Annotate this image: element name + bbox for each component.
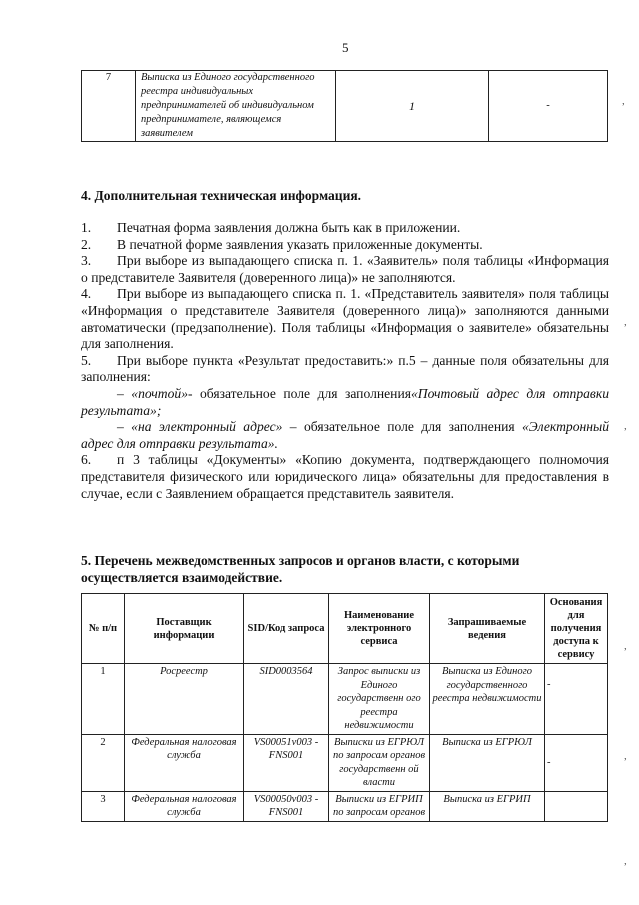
section-4-body [81, 220, 609, 502]
section-5-title: 5. Перечень межведомственных запросов и органов власти, с которыми осуществляется взаимодействие. [81, 553, 520, 585]
document-name: Выписка из Единого государственного реестра индивидуальных предпринимателей об индивидуальном предпринимателе, являющемся заявителем [136, 71, 336, 142]
scan-artifact: , [624, 750, 627, 762]
sub-item-email: – «на электронный адрес» – обязательное поле для заполнения «Электронный адрес для отправки результата». [81, 419, 609, 451]
cell-provider: Федеральная налоговая служба [125, 791, 244, 821]
cell-info: Выписка из ЕГРИП [430, 791, 545, 821]
cell-basis: - [545, 664, 608, 735]
cell-service: Запрос выписки из Единого государственн ого реестра недвижимости [329, 664, 430, 735]
table-header-row [82, 594, 608, 664]
list-item: 3. При выборе из выпадающего списка п. 1. «Заявитель» поля таблицы «Информация о представителе Заявителя (доверенного лица)» не заполняются. [81, 253, 609, 285]
header-provider: Поставщик информации [125, 594, 244, 664]
cell-service: Выписки из ЕГРЮЛ по запросам органов государственн ой власти [329, 734, 430, 791]
header-info: Запрашиваемые ведения [430, 594, 545, 664]
interdepartmental-requests-table [81, 593, 608, 822]
cell-basis [545, 791, 608, 821]
table-row [82, 71, 608, 142]
header-sid: SID/Код запроса [244, 594, 329, 664]
table-row [82, 734, 608, 791]
list-item: 1. Печатная форма заявления должна быть как в приложении. [81, 220, 461, 235]
list-item: 6. п 3 таблицы «Документы» «Копию документа, подтверждающего полномочия представителя физического или юридического лица» обязательны для предоставления в случае, если с Заявлением обращается представитель заявителя. [81, 452, 609, 501]
scan-artifact: , [624, 855, 627, 867]
documents-table-continuation [81, 70, 608, 142]
scan-artifact: , [622, 95, 625, 107]
list-item: 5. При выборе пункта «Результат предоставить:» п.5 – данные поля обязательны для заполнения: [81, 352, 609, 385]
list-item: 4. При выборе из выпадающего списка п. 1. «Представитель заявителя» поля таблицы «Информация о представителе Заявителя (доверенного лица)» заполняются данными автоматически (предзаполнение). Поля таблицы «Информация о заявителе» обязательны для заполнения. [81, 286, 609, 352]
cell-num: 1 [82, 664, 125, 735]
cell-info: Выписка из Единого государственного реестра недвижимости [430, 664, 545, 735]
cell-basis: - [545, 734, 608, 791]
page-number: 5 [342, 40, 349, 55]
cell-num: 3 [82, 791, 125, 821]
table-row [82, 791, 608, 821]
header-service: Наименование электронного сервиса [329, 594, 430, 664]
cell-service: Выписки из ЕГРИП по запросам органов [329, 791, 430, 821]
section-4-title: 4. Дополнительная техническая информация. [81, 188, 362, 203]
scan-artifact: , [624, 420, 627, 432]
header-basis: Основания для получения доступа к сервису [545, 594, 608, 664]
cell-info: Выписка из ЕГРЮЛ [430, 734, 545, 791]
document-quantity: 1 [336, 71, 489, 142]
header-num: № п/п [82, 594, 125, 664]
table-row [82, 664, 608, 735]
scan-artifact: , [624, 640, 627, 652]
cell-sid: VS00051v003 -FNS001 [244, 734, 329, 791]
scan-artifact: , [624, 316, 627, 328]
cell-provider: Росреестр [125, 664, 244, 735]
cell-provider: Федеральная налоговая служба [125, 734, 244, 791]
cell-num: 2 [82, 734, 125, 791]
cell-sid: SID0003564 [244, 664, 329, 735]
document-note: - [489, 71, 608, 142]
list-item: 2. В печатной форме заявления указать приложенные документы. [81, 236, 483, 252]
row-number: 7 [82, 71, 136, 142]
cell-sid: VS00050v003 -FNS001 [244, 791, 329, 821]
sub-item-post: – «почтой»- обязательное поле для заполнения«Почтовый адрес для отправки результата»; [81, 385, 609, 418]
